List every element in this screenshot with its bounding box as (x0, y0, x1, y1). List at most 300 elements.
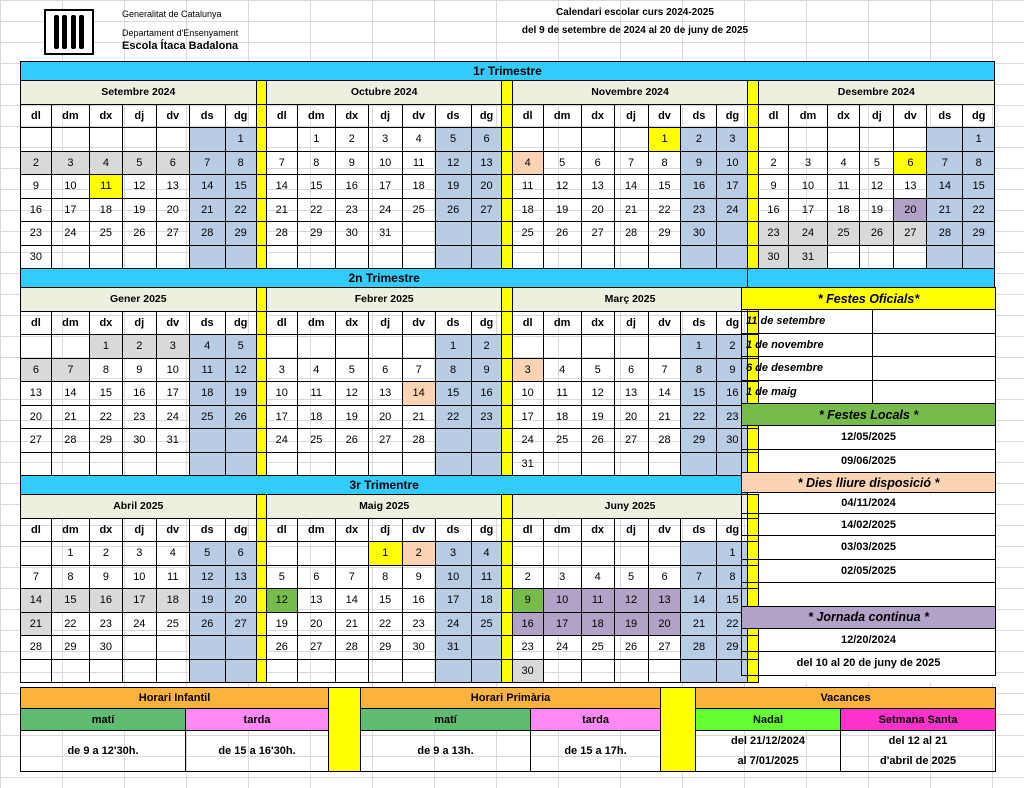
calendar-empty-cell (471, 659, 502, 683)
festa-oficial-item: 11 de setembre (742, 310, 873, 334)
day-label: dv (156, 311, 189, 335)
horari-infantil-title: Horari Infantil (21, 688, 329, 709)
calendar-day: 21 (266, 198, 297, 222)
month-title: Abril 2025 (21, 495, 257, 519)
calendar-empty-cell (827, 128, 860, 152)
calendar-day: 4 (89, 151, 122, 175)
calendar-day: 25 (581, 636, 614, 660)
calendar-day: 15 (963, 175, 995, 199)
day-label: dm (789, 104, 827, 128)
calendar-day: 15 (225, 175, 256, 199)
calendar-day: 1 (51, 542, 89, 566)
month-separator (502, 151, 512, 175)
calendar-empty-cell (189, 659, 225, 683)
calendar-day: 23 (335, 198, 368, 222)
calendar-day: 7 (266, 151, 297, 175)
calendar-empty-cell (189, 245, 225, 269)
calendar-day: 10 (717, 151, 748, 175)
lliure-disposicio-title: * Dies lliure disposició * (742, 473, 996, 493)
calendar-day: 20 (471, 175, 502, 199)
calendar-day: 18 (297, 405, 335, 429)
calendar-empty-cell (435, 452, 471, 476)
calendar-day: 17 (156, 382, 189, 406)
day-label: dg (471, 311, 502, 335)
calendar-day: 12 (435, 151, 471, 175)
calendar-empty-cell (368, 659, 402, 683)
calendar-day: 12 (614, 589, 648, 613)
calendar-day: 21 (927, 198, 963, 222)
calendar-empty-cell (543, 542, 581, 566)
month-separator (748, 104, 758, 128)
day-label: dx (581, 104, 614, 128)
calendar-day: 7 (648, 358, 681, 382)
day-label: dg (717, 104, 748, 128)
calendar-day: 22 (717, 612, 748, 636)
month-separator (256, 382, 266, 406)
nadal-dates (696, 731, 841, 772)
infantil-tarda-hours: de 15 a 16'30h. (186, 731, 329, 772)
calendar-day: 8 (435, 358, 471, 382)
calendar-empty-cell (614, 659, 648, 683)
calendar-day: 23 (717, 405, 748, 429)
calendar-empty-cell (189, 128, 225, 152)
jornada-item: 12/20/2024 (742, 628, 996, 652)
month-separator (502, 542, 512, 566)
calendar-day: 1 (225, 128, 256, 152)
calendar-day: 15 (717, 589, 748, 613)
month-separator (256, 104, 266, 128)
calendar-empty-cell (335, 245, 368, 269)
calendar-empty-cell (581, 245, 614, 269)
nadal-line1: del 21/12/2024 (731, 735, 806, 747)
day-label: dj (368, 311, 402, 335)
calendar-day: 11 (827, 175, 860, 199)
day-label: dl (266, 311, 297, 335)
calendar-empty-cell (225, 659, 256, 683)
calendar-empty-cell (122, 128, 156, 152)
calendar-day: 3 (51, 151, 89, 175)
month-title: Octubre 2024 (266, 81, 502, 105)
calendar-day: 12 (266, 589, 297, 613)
calendar-day: 31 (435, 636, 471, 660)
primaria-mati-label: matí (361, 709, 531, 731)
month-separator (502, 128, 512, 152)
day-label: ds (681, 311, 717, 335)
calendar-day: 14 (614, 175, 648, 199)
month-separator (256, 335, 266, 359)
calendar-day: 2 (717, 335, 748, 359)
calendar-empty-cell (402, 245, 435, 269)
calendar-day: 14 (51, 382, 89, 406)
calendar-day: 3 (512, 358, 543, 382)
calendar-day: 11 (156, 565, 189, 589)
calendar-empty-cell (266, 128, 297, 152)
festa-local-item: 12/05/2025 (742, 426, 996, 450)
calendar-day: 17 (717, 175, 748, 199)
right-panel (741, 287, 996, 676)
infantil-mati-hours: de 9 a 12'30h. (21, 731, 186, 772)
calendar-day: 14 (335, 589, 368, 613)
calendar-day: 14 (927, 175, 963, 199)
calendar-day: 13 (156, 175, 189, 199)
calendar-day: 5 (266, 565, 297, 589)
calendar-day: 1 (963, 128, 995, 152)
calendar-day: 27 (368, 429, 402, 453)
calendar-day: 18 (402, 175, 435, 199)
calendar-day: 27 (581, 222, 614, 246)
calendar-day: 17 (789, 198, 827, 222)
calendar-day: 13 (648, 589, 681, 613)
calendar-day: 9 (512, 589, 543, 613)
day-label: dg (717, 311, 748, 335)
calendar-empty-cell (471, 452, 502, 476)
month-separator (256, 245, 266, 269)
calendar-empty-cell (266, 245, 297, 269)
day-label: dv (648, 518, 681, 542)
calendar-day: 5 (335, 358, 368, 382)
calendar-day: 24 (122, 612, 156, 636)
calendar-day: 25 (402, 198, 435, 222)
calendar-day: 23 (21, 222, 52, 246)
horari-primaria-title: Horari Primària (361, 688, 661, 709)
calendar-empty-cell (368, 245, 402, 269)
calendar-day: 29 (297, 222, 335, 246)
santa-line1: del 12 al 21 (888, 735, 948, 747)
calendar-day: 12 (225, 358, 256, 382)
calendar-day: 30 (21, 245, 52, 269)
calendar-day: 1 (435, 335, 471, 359)
calendar-day: 14 (189, 175, 225, 199)
santa-dates (841, 731, 996, 772)
calendar-day: 26 (435, 198, 471, 222)
calendar-day: 4 (297, 358, 335, 382)
calendar-day: 19 (435, 175, 471, 199)
calendar-day: 7 (189, 151, 225, 175)
calendar-day: 14 (402, 382, 435, 406)
day-label: dm (543, 518, 581, 542)
calendar-day: 8 (368, 565, 402, 589)
day-label: dl (266, 104, 297, 128)
month-separator (256, 128, 266, 152)
calendar-empty-cell (51, 335, 89, 359)
day-label: ds (681, 518, 717, 542)
calendar-day: 14 (648, 382, 681, 406)
calendar-day: 11 (581, 589, 614, 613)
month-separator (256, 175, 266, 199)
month-separator (748, 222, 758, 246)
calendar-day: 23 (471, 405, 502, 429)
calendar-empty-cell (368, 452, 402, 476)
calendar-day: 5 (189, 542, 225, 566)
infantil-tarda-label: tarda (186, 709, 329, 731)
month-separator (502, 495, 512, 519)
calendar-day: 12 (860, 175, 894, 199)
day-label: dj (122, 104, 156, 128)
nadal-label: Nadal (696, 709, 841, 731)
calendar-day: 25 (543, 429, 581, 453)
day-label: dm (297, 518, 335, 542)
calendar-empty-cell (789, 128, 827, 152)
calendar-day: 23 (122, 405, 156, 429)
calendar-day: 31 (512, 452, 543, 476)
calendar-day: 5 (435, 128, 471, 152)
calendar-day: 2 (402, 542, 435, 566)
calendar-day: 21 (648, 405, 681, 429)
calendar-day: 21 (402, 405, 435, 429)
month-separator (256, 495, 266, 519)
day-label: dx (335, 104, 368, 128)
calendar-day: 15 (681, 382, 717, 406)
calendar-day: 30 (402, 636, 435, 660)
month-separator (502, 104, 512, 128)
calendar-day: 29 (681, 429, 717, 453)
calendar-day: 23 (89, 612, 122, 636)
month-separator (256, 636, 266, 660)
trimester-header: 3r Trimentre (21, 476, 748, 495)
calendar-day: 29 (89, 429, 122, 453)
calendar-day: 24 (543, 636, 581, 660)
calendar-day: 5 (122, 151, 156, 175)
month-separator (748, 128, 758, 152)
calendar-empty-cell (512, 128, 543, 152)
calendar-day: 5 (860, 151, 894, 175)
lliure-item: 04/11/2024 (742, 493, 996, 514)
calendar-day: 1 (717, 542, 748, 566)
calendar-day: 9 (89, 565, 122, 589)
calendar-day: 17 (435, 589, 471, 613)
day-label: dv (402, 518, 435, 542)
calendar-day: 9 (758, 175, 789, 199)
school-name: Escola Ítaca Badalona (122, 40, 239, 52)
month-separator (502, 382, 512, 406)
calendar-day: 28 (402, 429, 435, 453)
day-label: dv (402, 104, 435, 128)
month-separator (502, 405, 512, 429)
calendar-day: 2 (681, 128, 717, 152)
day-label: dg (471, 104, 502, 128)
day-label: dg (471, 518, 502, 542)
calendar-day: 25 (297, 429, 335, 453)
month-title: Setembre 2024 (21, 81, 257, 105)
calendar-day: 2 (471, 335, 502, 359)
calendar-empty-cell (189, 452, 225, 476)
calendar-day: 4 (512, 151, 543, 175)
day-label: dv (402, 311, 435, 335)
calendar-empty-cell (156, 636, 189, 660)
day-label: dx (581, 311, 614, 335)
calendar-day: 7 (51, 358, 89, 382)
calendar-day: 25 (471, 612, 502, 636)
calendar-empty-cell (435, 222, 471, 246)
calendar-day: 30 (89, 636, 122, 660)
month-separator (502, 311, 512, 335)
calendar-day: 19 (189, 589, 225, 613)
calendar-day: 24 (266, 429, 297, 453)
calendar-empty-cell (402, 452, 435, 476)
month-separator (502, 245, 512, 269)
header-line1: Generalitat de Catalunya (122, 9, 222, 19)
calendar-day: 18 (89, 198, 122, 222)
day-label: dl (512, 518, 543, 542)
calendar-day: 5 (225, 335, 256, 359)
calendar-day: 31 (789, 245, 827, 269)
calendar-empty-cell (543, 659, 581, 683)
calendar-day: 16 (681, 175, 717, 199)
calendar-empty-cell (89, 245, 122, 269)
festa-oficial-item: 6 de desembre (742, 357, 873, 381)
calendar-day: 25 (89, 222, 122, 246)
calendar-empty-cell (89, 128, 122, 152)
calendar-day: 2 (758, 151, 789, 175)
nadal-line2: al 7/01/2025 (737, 755, 799, 767)
calendar-empty-cell (21, 335, 52, 359)
calendar-empty-cell (402, 222, 435, 246)
calendar-day: 7 (614, 151, 648, 175)
calendar-empty-cell (681, 659, 717, 683)
calendar-day: 27 (614, 429, 648, 453)
calendar-day: 8 (297, 151, 335, 175)
calendar-empty-cell (581, 128, 614, 152)
calendar-day: 16 (402, 589, 435, 613)
calendar-day: 16 (758, 198, 789, 222)
month-separator (502, 429, 512, 453)
calendar-day: 6 (648, 565, 681, 589)
calendar-empty-cell (266, 659, 297, 683)
month-title: Gener 2025 (21, 288, 257, 312)
calendar-day: 4 (543, 358, 581, 382)
calendar-day: 28 (927, 222, 963, 246)
calendar-day: 11 (297, 382, 335, 406)
month-separator (502, 636, 512, 660)
calendar-empty-cell (681, 245, 717, 269)
day-label: dj (860, 104, 894, 128)
day-label: dj (368, 518, 402, 542)
calendar-empty-cell (297, 659, 335, 683)
calendar-day: 21 (614, 198, 648, 222)
month-separator (502, 612, 512, 636)
calendar-day: 11 (89, 175, 122, 199)
calendar-day: 9 (122, 358, 156, 382)
calendar-empty-cell (543, 128, 581, 152)
calendar-day: 26 (189, 612, 225, 636)
calendar-day: 26 (543, 222, 581, 246)
calendar-empty-cell (614, 128, 648, 152)
day-label: dg (225, 518, 256, 542)
month-separator (256, 222, 266, 246)
calendar-day: 13 (614, 382, 648, 406)
calendar-day: 20 (894, 198, 927, 222)
calendar-day: 8 (681, 358, 717, 382)
calendar-day: 21 (21, 612, 52, 636)
calendar-day: 23 (681, 198, 717, 222)
calendar-day: 18 (543, 405, 581, 429)
calendar-empty-cell (681, 542, 717, 566)
calendar-day: 11 (402, 151, 435, 175)
calendar-day: 16 (21, 198, 52, 222)
day-label: dg (225, 311, 256, 335)
calendar-empty-cell (156, 128, 189, 152)
calendar-day: 20 (581, 198, 614, 222)
calendar-empty-cell (860, 128, 894, 152)
calendar-empty-cell (122, 245, 156, 269)
calendar-empty-cell (614, 542, 648, 566)
calendar-empty-cell (156, 659, 189, 683)
calendar-day: 1 (368, 542, 402, 566)
calendar-day: 12 (122, 175, 156, 199)
calendar-day: 29 (648, 222, 681, 246)
calendar-day: 19 (335, 405, 368, 429)
day-label: dg (717, 518, 748, 542)
month-separator (256, 151, 266, 175)
day-label: dl (512, 104, 543, 128)
calendar-day: 4 (581, 565, 614, 589)
day-label: dv (156, 518, 189, 542)
calendar-day: 24 (368, 198, 402, 222)
day-label: ds (189, 311, 225, 335)
calendar-day: 4 (402, 128, 435, 152)
month-separator (502, 288, 512, 312)
calendar-day: 13 (368, 382, 402, 406)
calendar-empty-cell (681, 452, 717, 476)
calendar-empty-cell (543, 452, 581, 476)
calendar-day: 17 (266, 405, 297, 429)
calendar-empty-cell (435, 245, 471, 269)
day-label: dj (614, 311, 648, 335)
calendar-empty-cell (266, 542, 297, 566)
calendar-empty-cell (266, 452, 297, 476)
day-label: ds (927, 104, 963, 128)
festa-oficial-item: 1 de novembre (742, 333, 873, 357)
day-label: dl (21, 518, 52, 542)
calendar-day: 28 (335, 636, 368, 660)
month-separator (256, 405, 266, 429)
calendar-empty-cell (512, 245, 543, 269)
calendar-day: 20 (21, 405, 52, 429)
day-label: dj (368, 104, 402, 128)
month-title: Juny 2025 (512, 495, 748, 519)
calendar-empty-cell (335, 542, 368, 566)
calendar-empty-cell (297, 542, 335, 566)
calendar-day: 6 (368, 358, 402, 382)
calendar-day: 11 (189, 358, 225, 382)
calendar-day: 7 (402, 358, 435, 382)
primaria-mati-hours: de 9 a 13h. (361, 731, 531, 772)
day-label: dm (297, 311, 335, 335)
month-separator (256, 518, 266, 542)
calendar-empty-cell (51, 128, 89, 152)
month-separator (256, 542, 266, 566)
calendar-empty-cell (21, 128, 52, 152)
calendar-day: 14 (21, 589, 52, 613)
calendar-empty-cell (435, 429, 471, 453)
trimester-header: 1r Trimestre (21, 62, 995, 81)
calendar-day: 8 (89, 358, 122, 382)
calendar-empty-cell (581, 335, 614, 359)
calendar-day: 14 (681, 589, 717, 613)
calendar-empty-cell (21, 542, 52, 566)
calendar-day: 29 (368, 636, 402, 660)
calendar-day: 25 (512, 222, 543, 246)
day-label: dl (21, 311, 52, 335)
calendar-day: 2 (122, 335, 156, 359)
calendar-day: 19 (225, 382, 256, 406)
calendar-empty-cell (402, 335, 435, 359)
calendar-day: 6 (471, 128, 502, 152)
calendar-day: 19 (266, 612, 297, 636)
calendar-day: 10 (512, 382, 543, 406)
calendar-day: 13 (225, 565, 256, 589)
lliure-item: 02/05/2025 (742, 559, 996, 583)
